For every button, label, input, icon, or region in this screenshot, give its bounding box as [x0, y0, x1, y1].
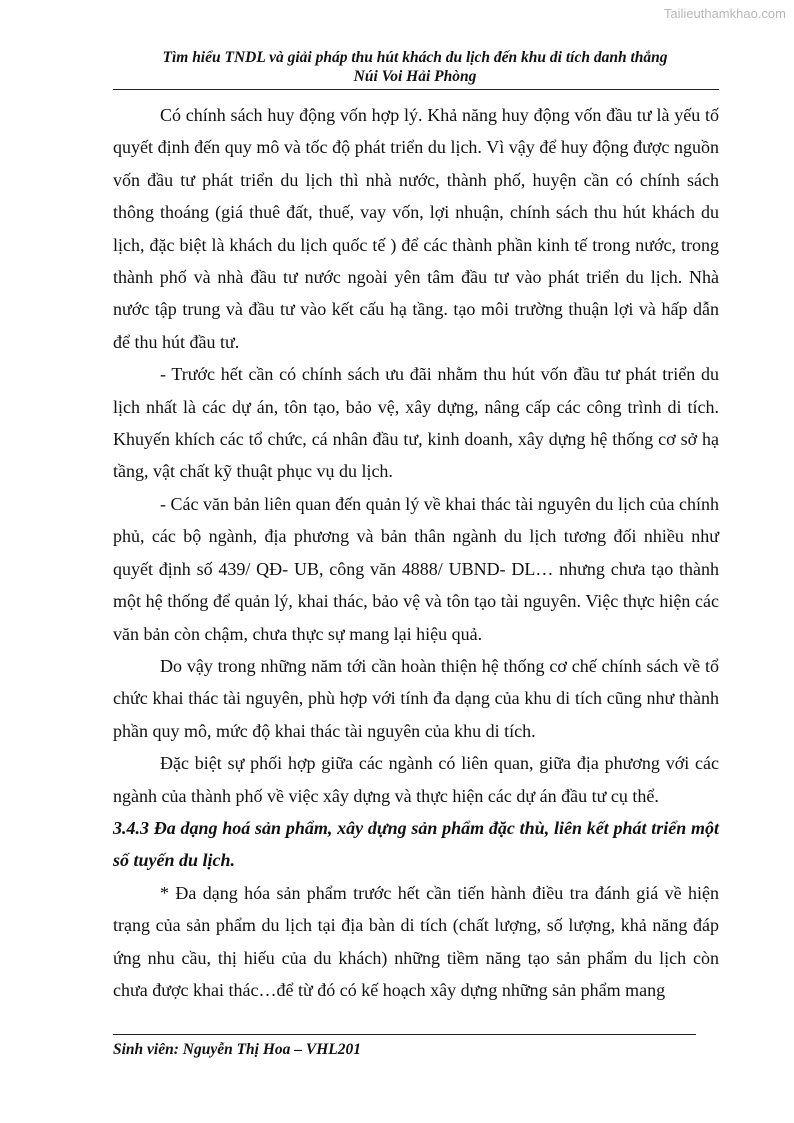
header-divider [113, 89, 719, 90]
document-body [113, 99, 719, 1006]
section-heading: 3.4.3 Đa dạng hoá sản phẩm, xây dựng sản phẩm đặc thù, liên kết phát triển một số tuyến du lịch. [113, 817, 719, 871]
watermark: Tailieuthamkhao.com [663, 6, 786, 21]
paragraph-capital-policy: Có chính sách huy động vốn hợp lý. Khả năng huy động vốn đầu tư là yếu tố quyết định đến quy mô và tốc độ phát triển du lịch. Vì vậy để huy động được nguồn vốn đầu tư phát triển du lịch thì nhà nước, thành phố, huyện cần có chính sách thông thoáng (giá thuê đất, thuế, vay vốn, lợi nhuận, chính sách thu hút khách du lịch, đặc biệt là khách du lịch quốc tế ) để các thành phần kinh tế trong nước, trong thành phố và nhà đầu tư nước ngoài yên tâm đầu tư vào phát triển du lịch. Nhà nước tập trung và đầu tư vào kết cấu hạ tầng. tạo môi trường thuận lợi và hấp dẫn để thu hút đầu tư. [113, 105, 719, 352]
paragraph-legal-documents: - Các văn bản liên quan đến quản lý về khai thác tài nguyên du lịch của chính phủ, các bộ ngành, địa phương và bản thân ngành du lịch tương đối nhiều như quyết định số 439/ QĐ- UB, công văn 4888/ UBND- DL… nhưng chưa tạo thành một hệ thống để quản lý, khai thác, bảo vệ và tôn tạo tài nguyên. Việc thực hiện các văn bản còn chậm, chưa thực sự mang lại hiệu quả. [113, 493, 719, 644]
page-footer: Sinh viên: Nguyễn Thị Hoa – VHL201 [113, 1041, 362, 1058]
paragraph-coordination: Đặc biệt sự phối hợp giữa các ngành có liên quan, giữa địa phương với các ngành của thành phố về việc xây dựng và thực hiện các dự án đầu tư cụ thể. [113, 753, 719, 806]
footer-divider [113, 1034, 696, 1035]
header-title-line-1: Tìm hiểu TNDL và giải pháp thu hút khách du lịch đến khu di tích danh thắng [162, 49, 668, 66]
paragraph-policy-improvement: Do vậy trong những năm tới cần hoàn thiện hệ thống cơ chế chính sách về tổ chức khai thác tài nguyên, phù hợp với tính đa dạng của khu di tích cũng như thành phần quy mô, mức độ khai thác tài nguyên của khu di tích. [113, 655, 719, 741]
page-header [110, 48, 720, 86]
header-title-line-2: Núi Voi Hải Phòng [353, 68, 477, 85]
paragraph-incentive-policy: - Trước hết cần có chính sách ưu đãi nhằm thu hút vốn đầu tư phát triển du lịch nhất là các dự án, tôn tạo, bảo vệ, xây dựng, nâng cấp các công trình di tích. Khuyến khích các tổ chức, cá nhân đầu tư, kinh doanh, xây dựng hệ thống cơ sở hạ tầng, vật chất kỹ thuật phục vụ du lịch. [113, 364, 719, 482]
paragraph-product-diversification: * Đa dạng hóa sản phẩm trước hết cần tiến hành điều tra đánh giá về hiện trạng của sản phẩm du lịch tại địa bàn di tích (chất lượng, số lượng, khả năng đáp ứng nhu cầu, thị hiếu của du khách) những tiềm năng tạo sản phẩm du lịch còn chưa được khai thác…để từ đó có kế hoạch xây dựng những sản phẩm mang [113, 882, 719, 1000]
